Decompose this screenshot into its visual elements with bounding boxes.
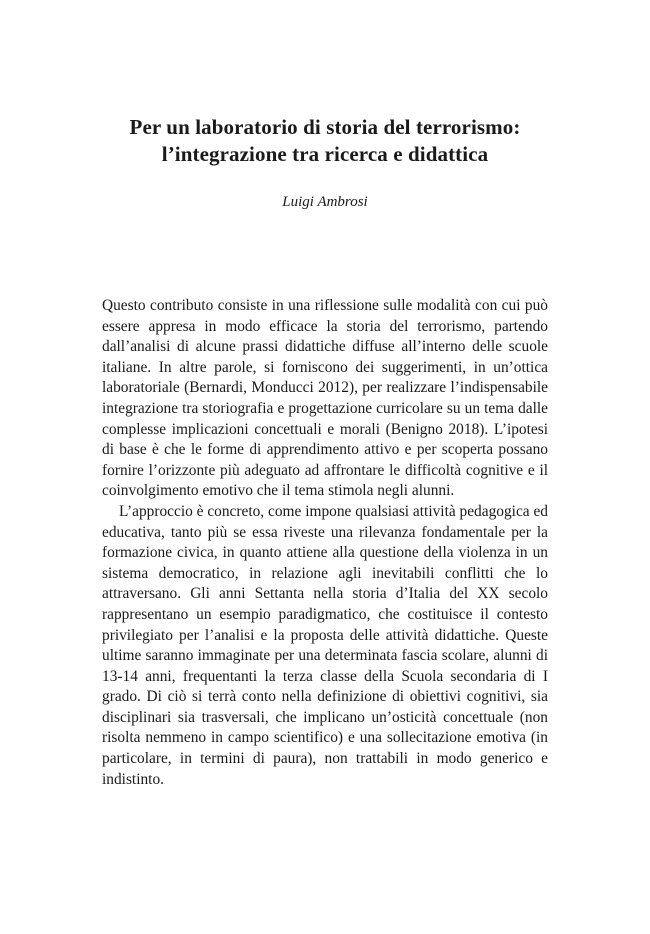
body-paragraph-2: L’approccio è concreto, come impone qualsiasi attività pedagogica ed educativa, tanto più se essa riveste una rilevanza fondamentale per la formazione civica, in quanto attiene alla questione della violenza in un sistema democratico, in relazione agli inevitabili conflitti che lo attraversano. Gli anni Settanta nella storia d’Italia del XX secolo rappresentano un esempio paradigmatico, che costituisce il contesto privilegiato per l’analisi e la proposta delle attività didattiche. Queste ultime saranno immaginate per una determinata fascia scolare, alunni di 13-14 anni, frequentanti la terza classe della Scuola secondaria di I grado. Di ciò si terrà conto nella definizione di obiettivi cognitivi, sia disciplinari sia trasversali, che implicano un’osticità concettuale (non risolta nemmeno in campo scientifico) e una sollecitazione emotiva (in particolare, in termini di paura), non trattabili in modo generico e indistinto. <box>102 502 548 788</box>
body-paragraph-1: Questo contributo consiste in una riflessione sulle modalità con cui può essere appresa in modo efficace la storia del terrorismo, partendo dall’analisi di alcune prassi didattiche diffuse all’interno delle scuole italiane. In altre parole, si forniscono dei suggerimenti, in un’ottica laboratoriale (Bernardi, Monducci 2012), per realizzare l’indispensabile integrazione tra storiografia e progettazione curricolare su un tema dalle complesse implicazioni concettuali e morali (Benigno 2018). L’ipotesi di base è che le forme di apprendimento attivo e per scoperta possano fornire l’orizzonte più adeguato ad affrontare le difficoltà cognitive e il coinvolgimento emotivo che il tema stimola negli alunni. <box>102 297 548 500</box>
article-title-line-1: Per un laboratorio di storia del terrorismo: <box>129 115 521 139</box>
article-body <box>102 296 548 790</box>
article-title <box>60 114 590 168</box>
article-title-line-2: l’integrazione tra ricerca e didattica <box>161 142 489 166</box>
author-name: Luigi Ambrosi <box>282 194 368 210</box>
